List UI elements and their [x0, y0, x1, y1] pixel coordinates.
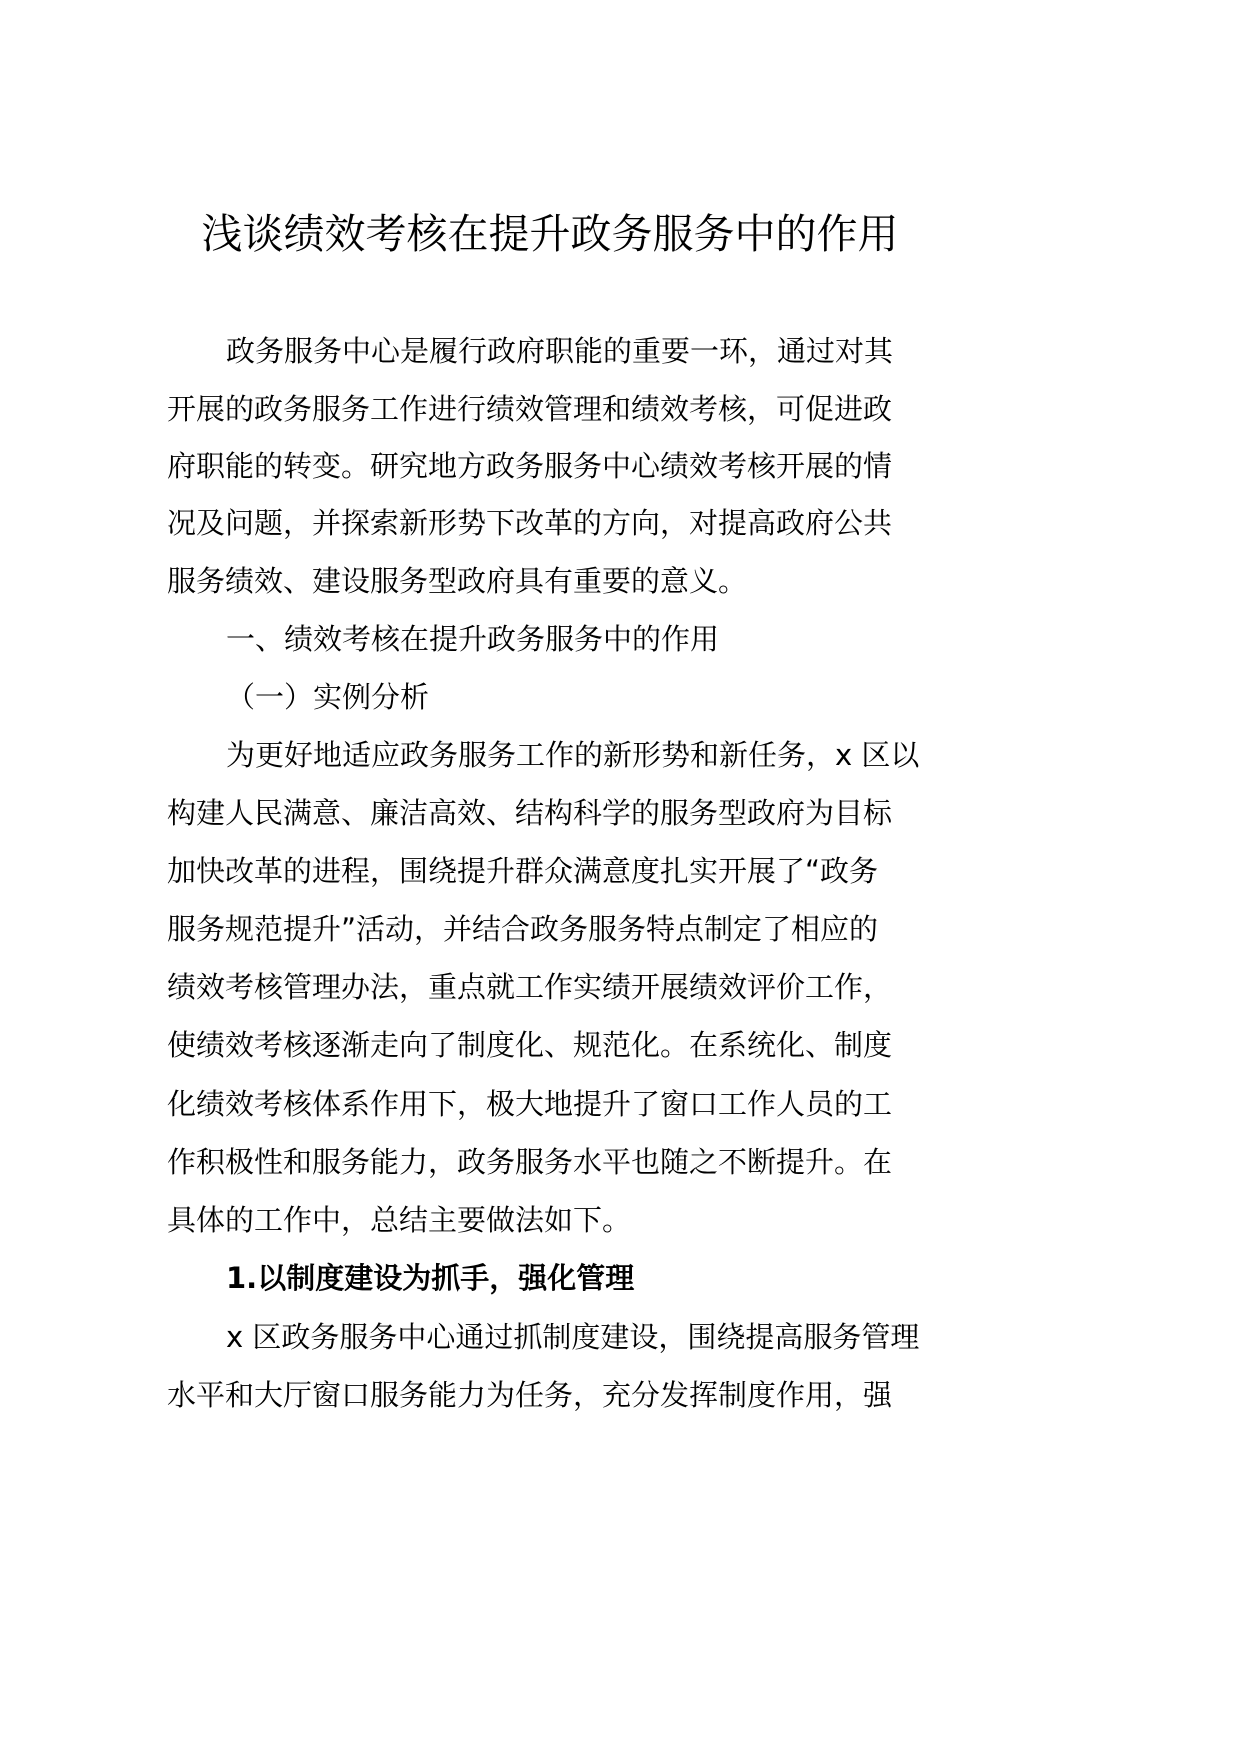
paragraph-2-line: 使绩效考核逐渐走向了制度化、规范化。在系统化、制度	[167, 1028, 893, 1062]
document-title: 浅谈绩效考核在提升政务服务中的作用	[201, 210, 899, 258]
section-heading: 一、绩效考核在提升政务服务中的作用	[226, 622, 720, 656]
paragraph-2-line: 构建人民满意、廉洁高效、结构科学的服务型政府为目标	[167, 796, 893, 830]
paragraph-3-line: x 区政务服务中心通过抓制度建设，围绕提高服务管理	[226, 1320, 920, 1354]
paragraph-2-line: 服务规范提升”活动，并结合政务服务特点制定了相应的	[167, 912, 879, 946]
paragraph-1-line: 政务服务中心是履行政府职能的重要一环，通过对其	[226, 334, 894, 368]
paragraph-1-line: 开展的政务服务工作进行绩效管理和绩效考核，可促进政	[167, 392, 893, 426]
paragraph-2-line: 作积极性和服务能力，政务服务水平也随之不断提升。在	[167, 1145, 893, 1179]
paragraph-3-line: 水平和大厅窗口服务能力为任务，充分发挥制度作用，强	[167, 1378, 893, 1412]
paragraph-1-line: 府职能的转变。研究地方政务服务中心绩效考核开展的情	[167, 449, 893, 483]
paragraph-1-line: 服务绩效、建设服务型政府具有重要的意义。	[167, 564, 748, 598]
subsection-heading: （一）实例分析	[226, 680, 430, 714]
paragraph-2-line: 绩效考核管理办法，重点就工作实绩开展绩效评价工作，	[167, 970, 893, 1004]
paragraph-2-line: 具体的工作中，总结主要做法如下。	[167, 1203, 632, 1237]
paragraph-1-line: 况及问题，并探索新形势下改革的方向，对提高政府公共	[167, 506, 893, 540]
paragraph-2-line: 为更好地适应政务服务工作的新形势和新任务，x 区以	[226, 738, 920, 772]
item-heading: 1.以制度建设为抓手，强化管理	[226, 1261, 635, 1295]
paragraph-2-line: 化绩效考核体系作用下，极大地提升了窗口工作人员的工	[167, 1087, 893, 1121]
paragraph-2-line: 加快改革的进程，围绕提升群众满意度扎实开展了“政务	[167, 854, 879, 888]
